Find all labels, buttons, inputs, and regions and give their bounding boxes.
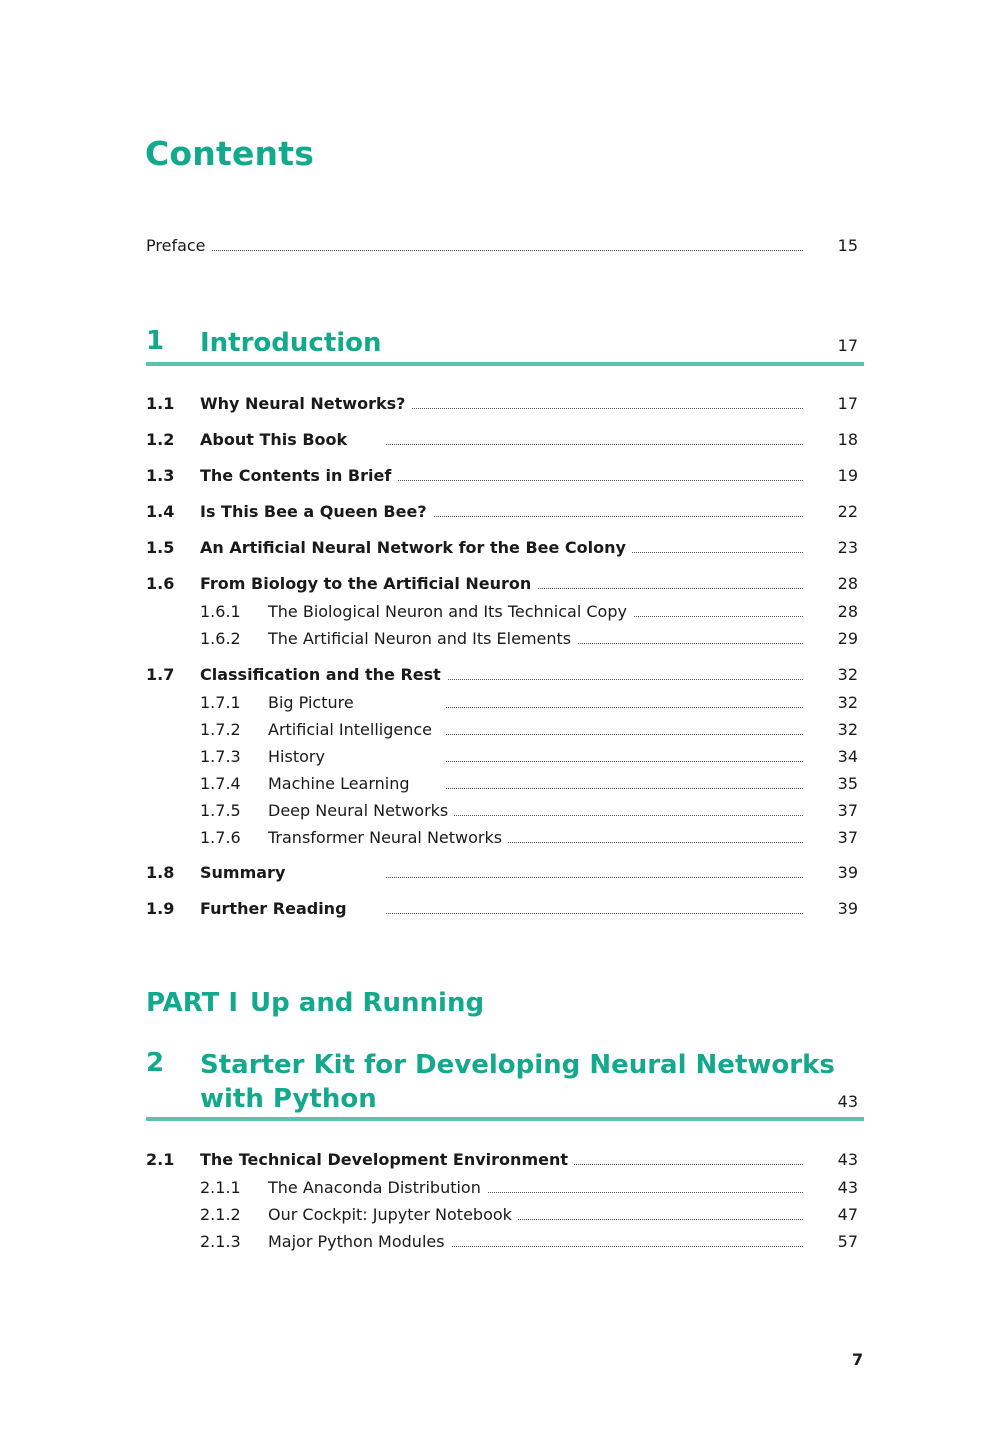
- subsection-number: 1.6.2: [200, 629, 241, 648]
- chapter-number: 1: [146, 326, 165, 356]
- subsection-number: 1.7.3: [200, 747, 241, 766]
- leader-dots: [386, 516, 803, 517]
- leader-dots: [386, 444, 803, 445]
- subsection-number: 1.7.5: [200, 801, 241, 820]
- toc-subsection[interactable]: [146, 1232, 858, 1254]
- subsection-page: 37: [837, 801, 858, 820]
- toc-subsection[interactable]: [146, 774, 858, 796]
- toc-subsection[interactable]: [146, 747, 858, 769]
- section-label: Summary: [200, 863, 291, 882]
- section-page: 43: [837, 1150, 858, 1169]
- leader-dots: [386, 480, 803, 481]
- toc-section[interactable]: [146, 502, 858, 524]
- subsection-page: 32: [837, 720, 858, 739]
- toc-subsection[interactable]: [146, 801, 858, 823]
- section-page: 17: [837, 394, 858, 413]
- section-number: 1.5: [146, 538, 175, 557]
- toc-entry-preface[interactable]: [146, 236, 858, 258]
- leader-dots: [446, 707, 803, 708]
- section-number: 1.2: [146, 430, 175, 449]
- chapter-number: 2: [146, 1048, 165, 1078]
- subsection-page: 43: [837, 1178, 858, 1197]
- subsection-number: 2.1.1: [200, 1178, 241, 1197]
- chapter-title: Introduction: [200, 328, 382, 358]
- subsection-label: History: [268, 747, 331, 766]
- subsection-page: 29: [837, 629, 858, 648]
- subsection-label: Our Cockpit: Jupyter Notebook: [268, 1205, 518, 1224]
- section-page: 23: [837, 538, 858, 557]
- section-number: 1.6: [146, 574, 175, 593]
- leader-dots: [446, 788, 803, 789]
- section-label: The Contents in Brief: [200, 466, 397, 485]
- leader-dots: [386, 679, 803, 680]
- section-label: Is This Bee a Queen Bee?: [200, 502, 433, 521]
- section-label: An Artificial Neural Network for the Bee Colony: [200, 538, 632, 557]
- subsection-label: Big Picture: [268, 693, 360, 712]
- toc-subsection[interactable]: [146, 629, 858, 651]
- section-page: 19: [837, 466, 858, 485]
- toc-section[interactable]: [146, 430, 858, 452]
- toc-section[interactable]: [146, 574, 858, 596]
- toc-section[interactable]: [146, 394, 858, 416]
- page-number: 7: [852, 1350, 864, 1369]
- section-page: 39: [837, 899, 858, 918]
- toc-section[interactable]: [146, 538, 858, 560]
- subsection-label: Major Python Modules: [268, 1232, 451, 1251]
- toc-subsection[interactable]: [146, 720, 858, 742]
- subsection-label: Artificial Intelligence: [268, 720, 438, 739]
- toc-subsection[interactable]: [146, 1205, 858, 1227]
- subsection-number: 2.1.2: [200, 1205, 241, 1224]
- leader-dots: [386, 877, 803, 878]
- section-number: 1.4: [146, 502, 175, 521]
- chapter-heading-2[interactable]: [146, 1048, 864, 1122]
- subsection-number: 1.7.2: [200, 720, 241, 739]
- page-title: Contents: [145, 134, 315, 173]
- section-number: 1.8: [146, 863, 175, 882]
- subsection-number: 2.1.3: [200, 1232, 241, 1251]
- section-label: Further Reading: [200, 899, 353, 918]
- leader-dots: [446, 761, 803, 762]
- subsection-label: The Anaconda Distribution: [268, 1178, 487, 1197]
- toc-entry-label: Preface: [146, 236, 212, 255]
- toc-section[interactable]: [146, 863, 858, 885]
- leader-dots: [446, 815, 803, 816]
- toc-subsection[interactable]: [146, 828, 858, 850]
- chapter-page: 43: [837, 1092, 858, 1111]
- toc-section[interactable]: [146, 466, 858, 488]
- leader-dots: [206, 250, 803, 251]
- chapter-rule: [146, 1117, 864, 1121]
- chapter-title-line1: Starter Kit for Developing Neural Networks: [200, 1050, 835, 1080]
- section-number: 1.3: [146, 466, 175, 485]
- section-page: 22: [837, 502, 858, 521]
- section-label: About This Book: [200, 430, 353, 449]
- section-label: From Biology to the Artificial Neuron: [200, 574, 537, 593]
- section-page: 28: [837, 574, 858, 593]
- subsection-page: 35: [837, 774, 858, 793]
- leader-dots: [446, 734, 803, 735]
- chapter-rule: [146, 362, 864, 366]
- toc-section[interactable]: [146, 899, 858, 921]
- leader-dots: [446, 1192, 803, 1193]
- toc-subsection[interactable]: [146, 693, 858, 715]
- subsection-number: 1.6.1: [200, 602, 241, 621]
- toc-entry-page: 15: [837, 236, 858, 255]
- part-title: Up and Running: [250, 988, 485, 1018]
- subsection-label: The Biological Neuron and Its Technical Copy: [268, 602, 633, 621]
- section-number: 1.7: [146, 665, 175, 684]
- toc-section[interactable]: [146, 665, 858, 687]
- subsection-number: 1.7.1: [200, 693, 241, 712]
- subsection-label: Deep Neural Networks: [268, 801, 454, 820]
- section-page: 18: [837, 430, 858, 449]
- section-label: Why Neural Networks?: [200, 394, 411, 413]
- toc-subsection[interactable]: [146, 1178, 858, 1200]
- part-heading[interactable]: [146, 988, 484, 1018]
- chapter-title-line2: with Python: [200, 1084, 377, 1114]
- subsection-label: The Artificial Neuron and Its Elements: [268, 629, 577, 648]
- subsection-number: 1.7.4: [200, 774, 241, 793]
- section-number: 2.1: [146, 1150, 175, 1169]
- subsection-label: Transformer Neural Networks: [268, 828, 508, 847]
- subsection-page: 28: [837, 602, 858, 621]
- section-page: 32: [837, 665, 858, 684]
- section-number: 1.9: [146, 899, 175, 918]
- leader-dots: [386, 913, 803, 914]
- leader-dots: [446, 1246, 803, 1247]
- subsection-page: 47: [837, 1205, 858, 1224]
- section-page: 39: [837, 863, 858, 882]
- section-number: 1.1: [146, 394, 175, 413]
- subsection-page: 37: [837, 828, 858, 847]
- subsection-page: 34: [837, 747, 858, 766]
- chapter-heading-1[interactable]: [146, 326, 864, 366]
- chapter-page: 17: [837, 336, 858, 355]
- toc-section[interactable]: [146, 1150, 858, 1172]
- section-label: Classification and the Rest: [200, 665, 447, 684]
- section-label: The Technical Development Environment: [200, 1150, 574, 1169]
- subsection-page: 32: [837, 693, 858, 712]
- leader-dots: [386, 408, 803, 409]
- subsection-label: Machine Learning: [268, 774, 416, 793]
- subsection-number: 1.7.6: [200, 828, 241, 847]
- toc-subsection[interactable]: [146, 602, 858, 624]
- subsection-page: 57: [837, 1232, 858, 1251]
- part-label: PART I: [146, 988, 239, 1018]
